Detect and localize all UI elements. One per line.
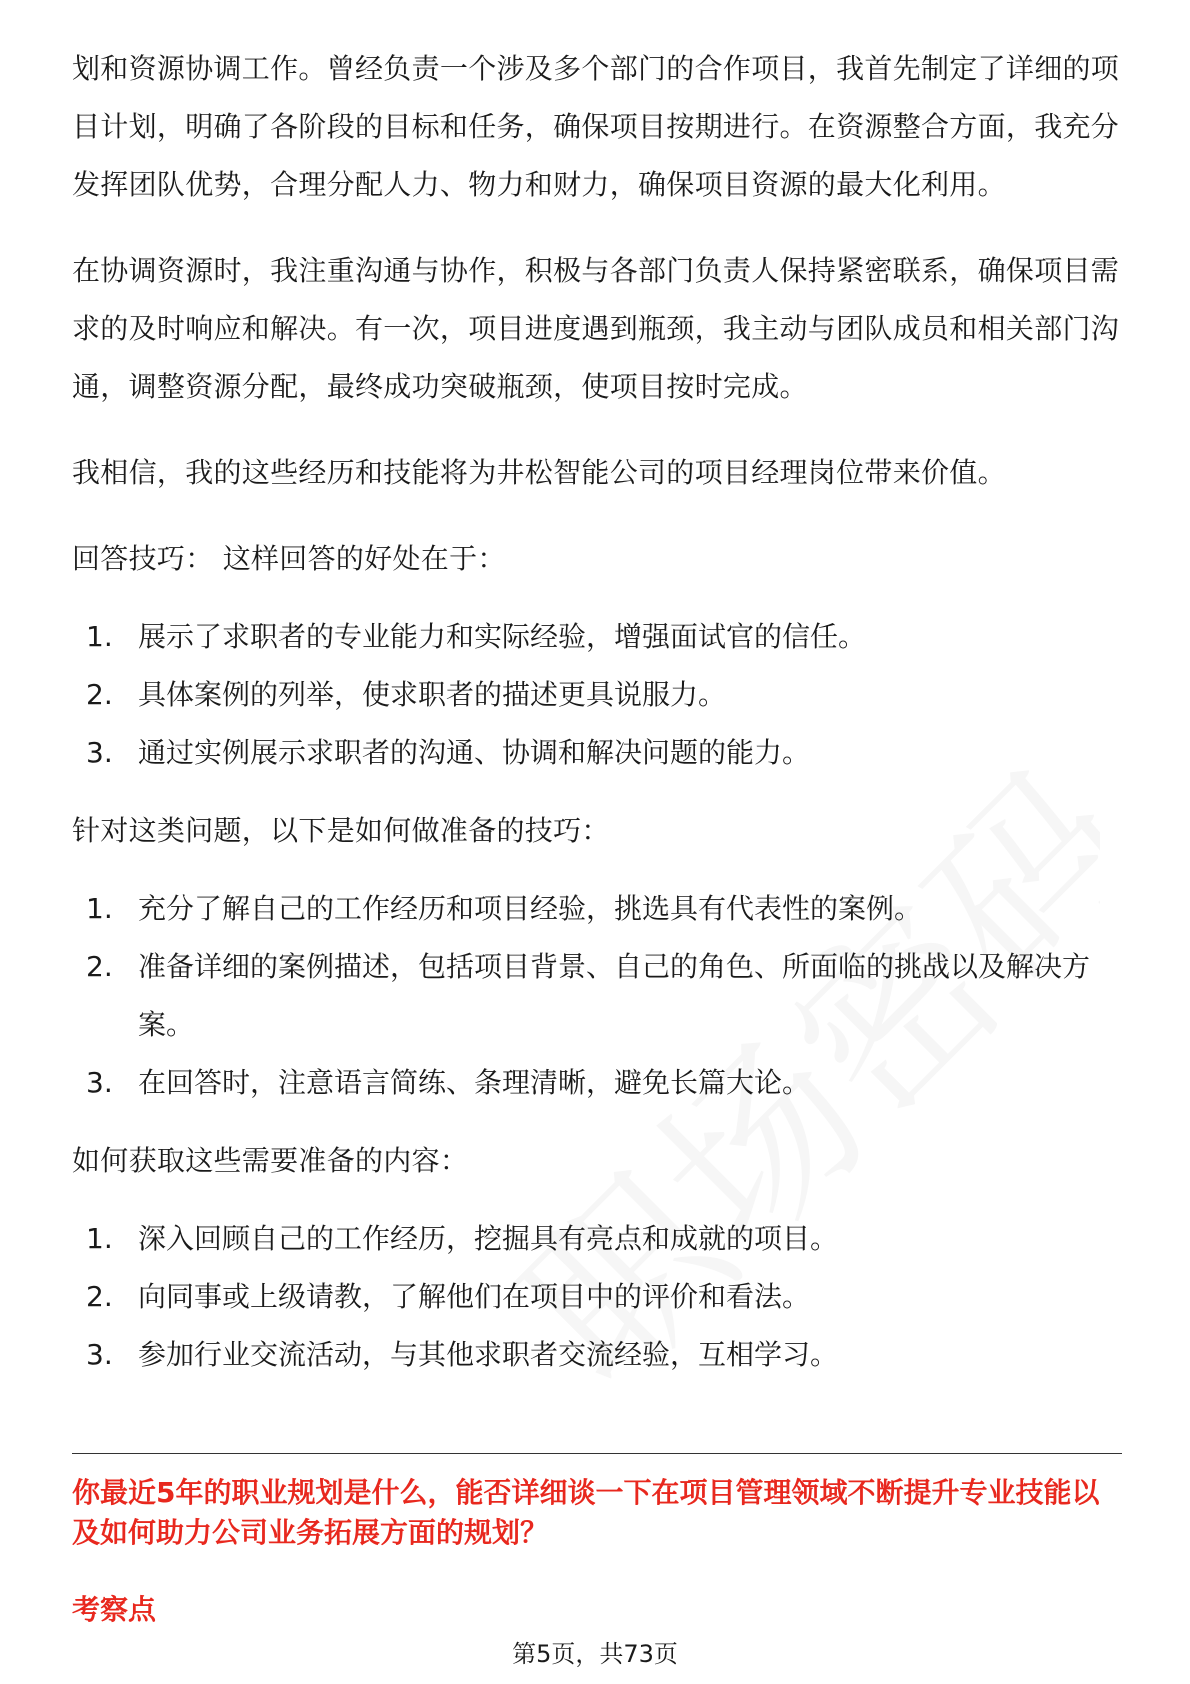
list-item: 3. 在回答时，注意语言简练、条理清晰，避免长篇大论。 [86,1066,811,1099]
question-heading: 你最近5年的职业规划是什么，能否详细谈一下在项目管理领域不断提升专业技能以及如何助力公司业务拓展方面的规划？ [72,1476,1100,1549]
prep-list [72,880,1122,1112]
obtain-list [72,1210,1122,1384]
watermark-text: 职场密码 [483,732,1100,1420]
section-divider [72,1453,1122,1454]
section-label: 考察点 [72,1593,157,1626]
page-number: 第5页，共73页 [512,1640,678,1668]
paragraph-2: 在协调资源时，我注重沟通与协作，积极与各部门负责人保持紧密联系，确保项目需求的及时响应和解决。有一次，项目进度遇到瓶颈，我主动与团队成员和相关部门沟通，调整资源分配，最终成功突破瓶颈，使项目按时完成。 [72,254,1120,403]
obtain-heading: 如何获取这些需要准备的内容： [72,1144,469,1177]
tips-list [72,608,1122,782]
list-item: 1. 展示了求职者的专业能力和实际经验，增强面试官的信任。 [86,620,867,653]
list-item: 2. 准备详细的案例描述，包括项目背景、自己的角色、所面临的挑战以及解决方案。 [86,950,1091,1041]
list-item: 2. 具体案例的列举，使求职者的描述更具说服力。 [86,678,727,711]
prep-heading: 针对这类问题，以下是如何做准备的技巧： [72,814,610,847]
list-item: 1. 充分了解自己的工作经历和项目经验，挑选具有代表性的案例。 [86,892,923,925]
list-item: 3. 参加行业交流活动，与其他求职者交流经验，互相学习。 [86,1338,839,1371]
list-item: 3. 通过实例展示求职者的沟通、协调和解决问题的能力。 [86,736,811,769]
document-body [72,40,1122,1384]
tips-heading: 回答技巧： 这样回答的好处在于： [72,542,506,575]
list-item: 1. 深入回顾自己的工作经历，挖掘具有亮点和成就的项目。 [86,1222,839,1255]
list-item: 2. 向同事或上级请教，了解他们在项目中的评价和看法。 [86,1280,811,1313]
paragraph-3: 我相信，我的这些经历和技能将为井松智能公司的项目经理岗位带来价值。 [72,456,1006,489]
paragraph-1: 划和资源协调工作。曾经负责一个涉及多个部门的合作项目，我首先制定了详细的项目计划，明确了各阶段的目标和任务，确保项目按期进行。在资源整合方面，我充分发挥团队优势，合理分配人力、物力和财力，确保项目资源的最大化利用。 [72,52,1120,201]
